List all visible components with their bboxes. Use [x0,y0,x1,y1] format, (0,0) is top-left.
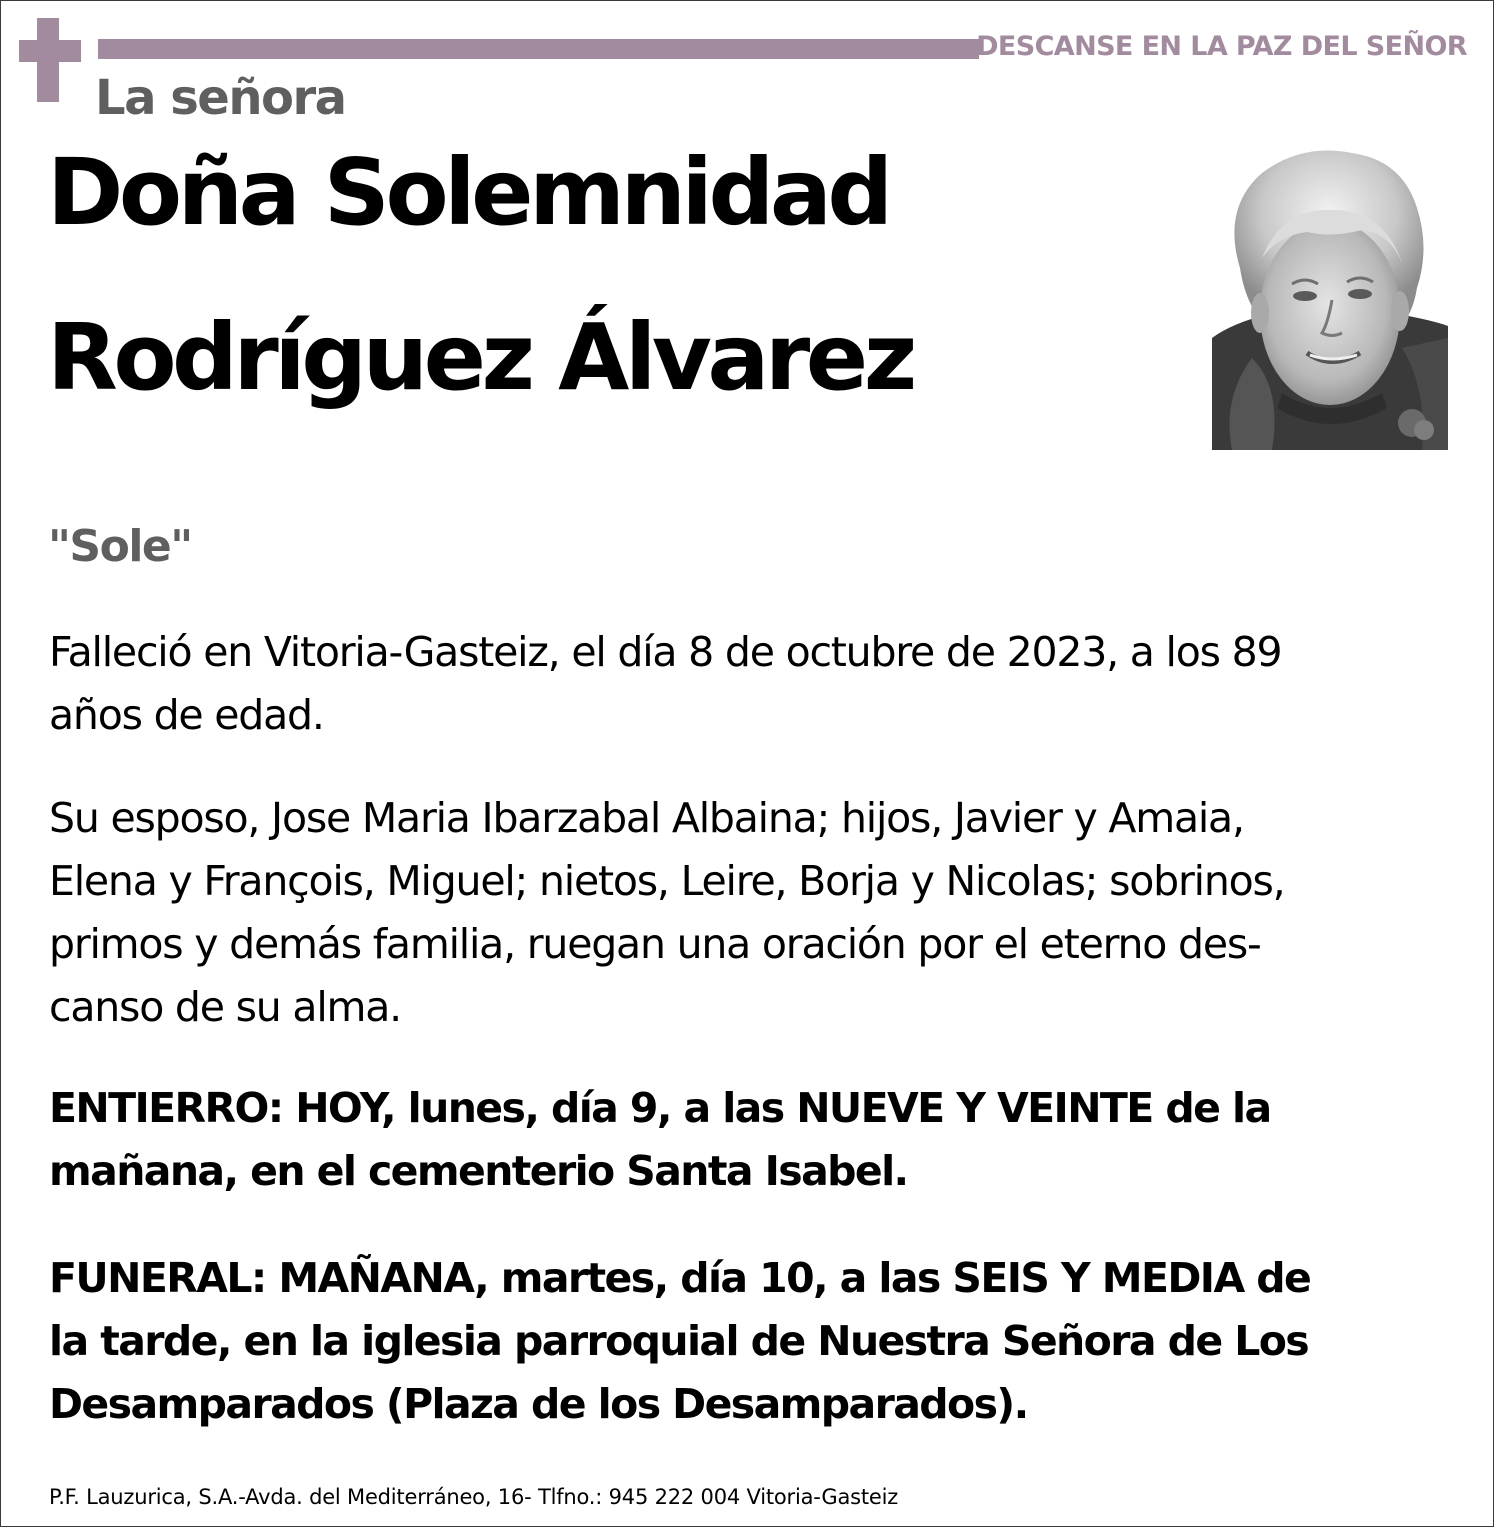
text-line: Su esposo, Jose Maria Ibarzabal Albaina; hijos, Javier y Amaia, [49,794,1244,842]
header-rule [98,39,979,59]
text-line: Elena y François, Miguel; nietos, Leire, Borja y Nicolas; sobrinos, [49,857,1285,905]
deceased-name-line2: Rodríguez Álvarez [47,304,913,411]
funeral-home-footer: P.F. Lauzurica, S.A.-Avda. del Mediterráneo, 16- Tlfno.: 945 222 004 Vitoria-Gasteiz [49,1485,899,1509]
text-line: primos y demás familia, ruegan una oración por el eterno des- [49,920,1261,968]
honorific: La señora [95,70,346,126]
deceased-portrait-photo [1212,148,1448,450]
nickname: "Sole" [48,521,192,572]
text-line: ENTIERRO: HOY, lunes, día 9, a las NUEVE Y VEINTE de la [49,1084,1271,1132]
family-paragraph [49,787,1454,1039]
text-line: la tarde, en la iglesia parroquial de Nuestra Señora de Los [49,1317,1309,1365]
text-line: canso de su alma. [49,983,402,1031]
deceased-name-line1: Doña Solemnidad [47,139,889,246]
burial-paragraph [49,1077,1454,1203]
text-line: FUNERAL: MAÑANA, martes, día 10, a las SEIS Y MEDIA de [49,1254,1311,1302]
text-line: años de edad. [49,691,324,739]
death-notice-paragraph [49,621,1454,747]
funeral-paragraph [49,1247,1454,1436]
text-line: Falleció en Vitoria-Gasteiz, el día 8 de octubre de 2023, a los 89 [49,628,1282,676]
text-line: mañana, en el cementerio Santa Isabel. [49,1147,908,1195]
rip-text: DESCANSE EN LA PAZ DEL SEÑOR [976,31,1467,62]
cross-icon [19,18,81,102]
text-line: Desamparados (Plaza de los Desamparados). [49,1380,1028,1428]
